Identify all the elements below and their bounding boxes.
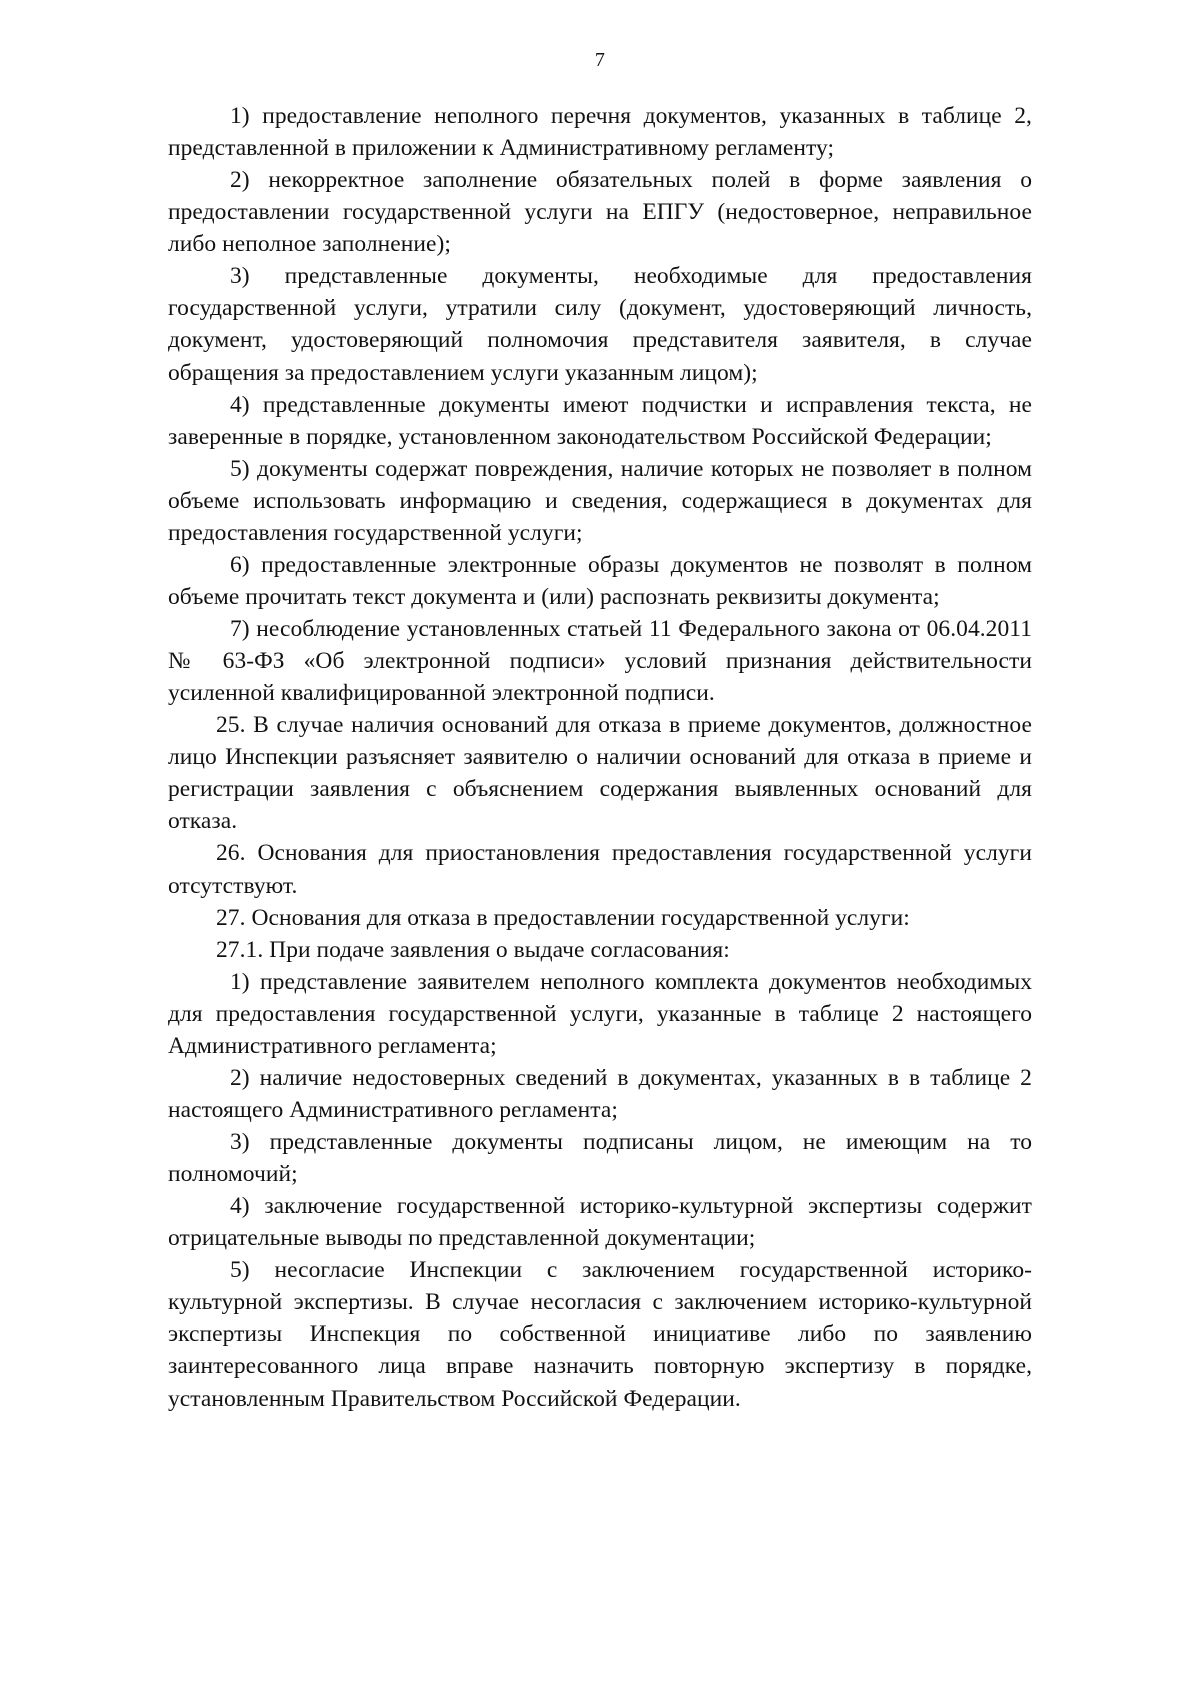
paragraph-item-5: 5) документы содержат повреждения, наличие которых не позволяет в полном объеме использовать информацию и сведения, содержащиеся в документах для предоставления государственной услуги; (168, 455, 1032, 546)
page-number: 7 (594, 49, 606, 71)
paragraph-item-4: 4) представленные документы имеют подчистки и исправления текста, не заверенные в порядке, установленном законодательством Российской Федерации; (168, 391, 1032, 450)
paragraph-subitem-3: 3) представленные документы подписаны лицом, не имеющим на то полномочий; (168, 1129, 1032, 1188)
paragraph-clause-27-1: 27.1. При подаче заявления о выдаче согласования: (216, 936, 730, 963)
paragraph-item-2: 2) некорректное заполнение обязательных полей в форме заявления о предоставлении государственной услуги на ЕПГУ (недостоверное, неправильное либо неполное заполнение); (168, 167, 1032, 258)
paragraph-clause-27: 27. Основания для отказа в предоставлении государственной услуги: (216, 904, 910, 931)
paragraph-item-6: 6) предоставленные электронные образы документов не позволят в полном объеме прочитать текст документа и (или) распознать реквизиты документа; (168, 551, 1032, 610)
paragraph-clause-25: 25. В случае наличия оснований для отказа в приеме документов, должностное лицо Инспекции разъясняет заявителю о наличии оснований для отказа в приеме и регистрации заявления с объяснением содержания выявленных оснований для отказа. (168, 712, 1032, 835)
paragraph-subitem-5: 5) несогласие Инспекции с заключением государственной историко-культурной экспертизы. В случае несогласия с заключением историко-культурной экспертизы Инспекция по собственной инициативе либо по заявлению заинтересованного лица вправе назначить повторную экспертизу в порядке, установленным Правительством Российской Федерации. (168, 1257, 1032, 1412)
paragraph-clause-26: 26. Основания для приостановления предоставления государственной услуги отсутствуют. (168, 840, 1032, 899)
paragraph-item-3: 3) представленные документы, необходимые для предоставления государственной услуги, утратили силу (документ, удостоверяющий личность, документ, удостоверяющий полномочия представителя заявителя, в случае обращения за предоставлением услуги указанным лицом); (168, 263, 1032, 386)
document-body (168, 100, 1032, 1415)
paragraph-subitem-1: 1) представление заявителем неполного комплекта документов необходимых для предоставления государственной услуги, указанные в таблице 2 настоящего Административного регламента; (168, 968, 1032, 1059)
paragraph-subitem-2: 2) наличие недостоверных сведений в документах, указанных в в таблице 2 настоящего Административного регламента; (168, 1064, 1032, 1123)
paragraph-item-1: 1) предоставление неполного перечня документов, указанных в таблице 2, представленной в приложении к Административному регламенту; (168, 103, 1032, 162)
paragraph-item-7: 7) несоблюдение установленных статьей 11 Федерального закона от 06.04.2011 № 63-ФЗ «Об электронной подписи» условий признания действительности усиленной квалифицированной электронной подписи. (168, 616, 1032, 707)
paragraph-subitem-4: 4) заключение государственной историко-культурной экспертизы содержит отрицательные выводы по представленной документации; (168, 1193, 1032, 1252)
